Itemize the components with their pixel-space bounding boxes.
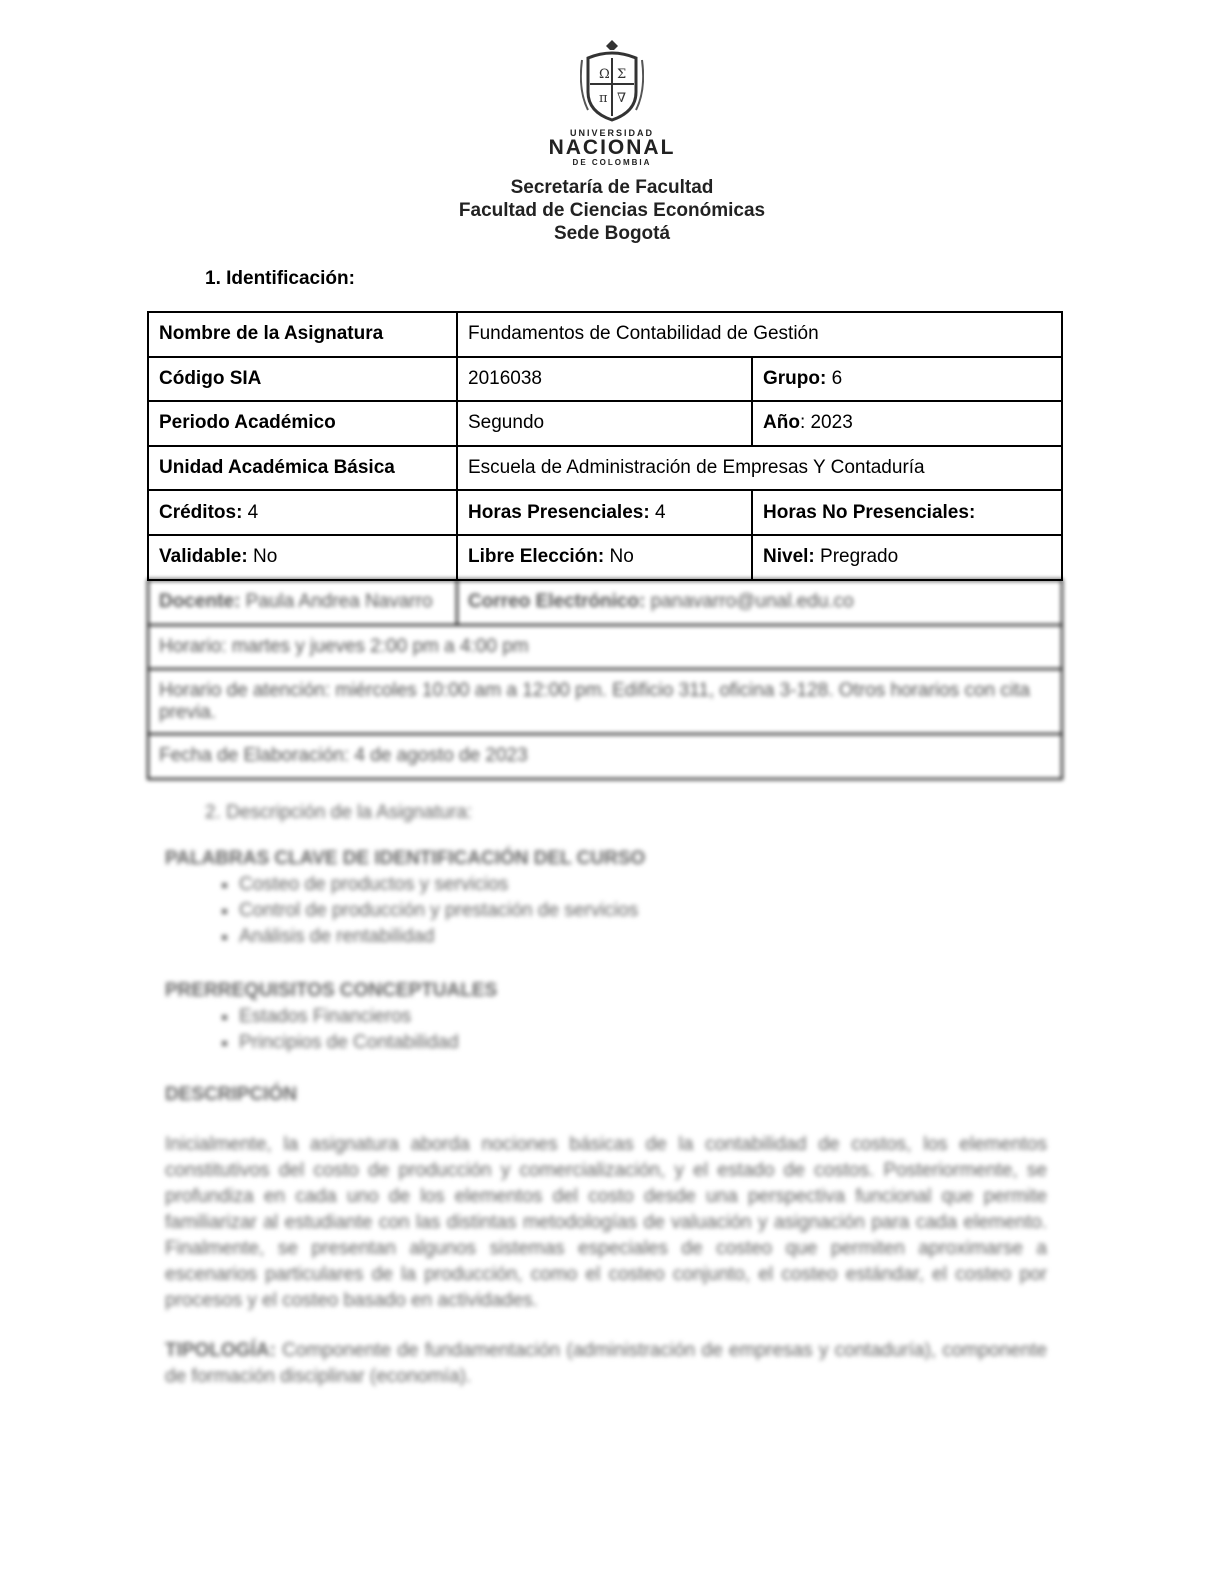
logo-text-universidad: UNIVERSIDAD xyxy=(569,128,654,138)
prereq-list xyxy=(239,1004,1047,1056)
keywords-heading: PALABRAS CLAVE DE IDENTIFICACIÓN DEL CURSO xyxy=(165,848,646,869)
table-row xyxy=(148,401,1062,446)
prereq-heading: PRERREQUISITOS CONCEPTUALES xyxy=(165,980,498,1001)
section-identificacion-heading: 1. Identificación: xyxy=(205,268,355,289)
libre-eleccion-value: No xyxy=(604,546,634,568)
list-item: ▪ Análisis de rentabilidad xyxy=(239,924,1047,950)
asignatura-description-section xyxy=(165,800,1047,1390)
correo-value: panavarro@unal.edu.co xyxy=(645,591,854,613)
validable-value: No xyxy=(247,546,278,568)
nivel-value: Pregrado xyxy=(814,546,899,568)
table-row xyxy=(148,535,1062,580)
horario-cell: Horario: martes y jueves 2:00 pm a 4:00 pm xyxy=(148,625,1062,670)
university-logo xyxy=(540,40,684,167)
docente-value: Paula Andrea Navarro xyxy=(240,591,433,613)
svg-text:π: π xyxy=(599,91,608,106)
list-item: ▪ Estados Financieros xyxy=(239,1004,1047,1030)
codigo-value: 2016038 xyxy=(468,367,542,389)
nombre-value: Fundamentos de Contabilidad de Gestión xyxy=(468,323,819,345)
table-row xyxy=(148,357,1062,402)
descripcion-paragraph: Inicialmente, la asignatura aborda nociones básicas de la contabilidad de costos, los elementos constitutivos del costo de producción y comercialización, y el estado de costos. Posteriormente, se profundiza en cada uno de los elementos del costo desde una perspectiva funcional que permite familiarizar al estudiante con las distintas metodologías de valuación y asignación para cada elemento. Finalmente, se presentan algunos sistemas especiales de costeo que permiten aproximarse a escenarios particulares de la producción, como el costeo conjunto, el costeo estándar, el costeo por procesos y el costeo basado en actividades. xyxy=(165,1134,1047,1311)
table-row xyxy=(148,490,1062,535)
nombre-label: Nombre de la Asignatura xyxy=(159,323,384,345)
header-secretaria: Secretaría de Facultad xyxy=(510,177,714,198)
horas-presenciales-label: Horas Presenciales: xyxy=(468,501,650,523)
tipologia-label: TIPOLOGÍA: xyxy=(165,1340,276,1361)
anio-label: Año xyxy=(763,412,800,434)
table-row xyxy=(148,446,1062,491)
svg-text:Ω: Ω xyxy=(599,67,610,82)
table-row xyxy=(148,312,1062,357)
keywords-list xyxy=(239,872,1047,950)
identification-table xyxy=(147,311,1063,581)
list-item: ▪ Control de producción y prestación de servicios xyxy=(239,898,1047,924)
grupo-value: 6 xyxy=(826,367,843,389)
horario-atencion-cell: Horario de atención: miércoles 10:00 am a 12:00 pm. Edificio 311, oficina 3-128. Otros horarios con cita previa. xyxy=(148,669,1062,734)
header-facultad: Facultad de Ciencias Económicas xyxy=(458,200,766,221)
redacted-table-section xyxy=(147,579,1063,780)
periodo-label: Periodo Académico xyxy=(159,412,336,434)
descripcion-heading: DESCRIPCIÓN xyxy=(165,1084,297,1105)
table-row xyxy=(148,580,1062,625)
list-item: ▪ Principios de Contabilidad xyxy=(239,1030,1047,1056)
svg-text:∇: ∇ xyxy=(617,91,627,106)
tipologia-text: Componente de fundamentación (administración de empresas y contaduría), componente de formación disciplinar (economía). xyxy=(165,1340,1047,1387)
section-descripcion-heading: 2. Descripción de la Asignatura: xyxy=(205,802,473,823)
coat-of-arms-icon xyxy=(580,40,644,124)
periodo-value: Segundo xyxy=(468,412,545,434)
fecha-elaboracion-cell: Fecha de Elaboración: 4 de agosto de 2023 xyxy=(148,734,1062,779)
list-item: ▪ Costeo de productos y servicios xyxy=(239,872,1047,898)
header-sede: Sede Bogotá xyxy=(553,223,671,244)
libre-eleccion-label: Libre Elección: xyxy=(468,546,605,568)
creditos-label: Créditos: xyxy=(159,501,243,523)
logo-text-colombia: DE COLOMBIA xyxy=(572,158,652,167)
horas-presenciales-value: 4 xyxy=(649,501,666,523)
logo-text-nacional: NACIONAL xyxy=(548,136,676,159)
docente-label: Docente: xyxy=(159,591,241,613)
table-row xyxy=(148,734,1062,779)
codigo-label: Código SIA xyxy=(159,367,262,389)
unidad-value: Escuela de Administración de Empresas Y Contaduría xyxy=(468,457,925,479)
nivel-label: Nivel: xyxy=(763,546,815,568)
anio-value: : 2023 xyxy=(799,412,853,434)
table-row xyxy=(148,625,1062,670)
table-row xyxy=(148,669,1062,734)
svg-text:Σ: Σ xyxy=(617,67,627,82)
correo-label: Correo Electrónico: xyxy=(468,591,646,613)
creditos-value: 4 xyxy=(242,501,259,523)
document-header xyxy=(0,176,1224,245)
grupo-label: Grupo: xyxy=(763,367,827,389)
validable-label: Validable: xyxy=(159,546,248,568)
horas-no-presenciales-label: Horas No Presenciales: xyxy=(763,501,976,523)
unidad-label: Unidad Académica Básica xyxy=(159,457,395,479)
